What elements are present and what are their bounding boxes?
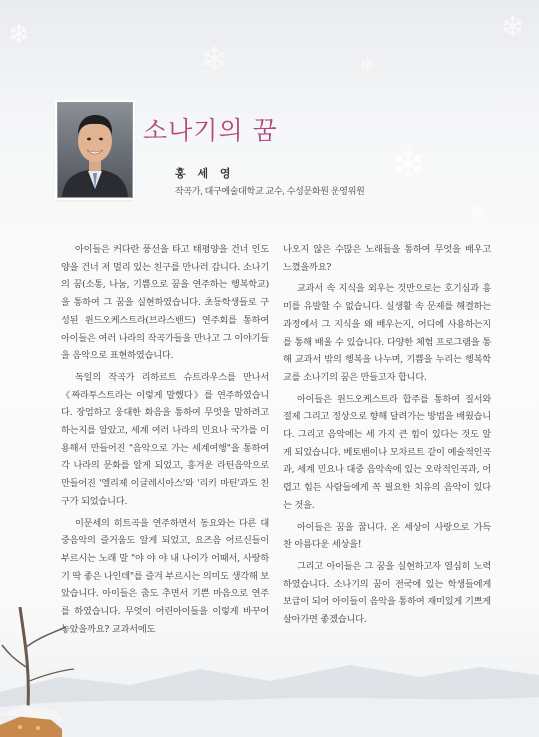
article-title: 소나기의 꿈 [143, 116, 278, 145]
winter-landscape-illustration [0, 607, 539, 737]
paragraph: 아이들은 커다란 풍선을 타고 태평양을 건너 인도양을 건너 저 멀리 있는 친구를 만나러 갑니다. 소나기의 꿈(소통, 나눔, 기쁨으로 꿈을 연주하는 행복학교)을 통하여 그 꿈을 실현하였습니다. 초등학생들로 구성된 윈드오케스트라(브라스밴드) 연주회를 통하여 아이들은 여러 나라의 작곡가들을 만나고 그 이야기들을 음악으로 표현하였습니다. [61, 244, 269, 362]
paragraph: 나오지 않은 수많은 노래들을 통하여 무엇을 배우고 느꼈을까요? [283, 244, 491, 273]
paragraph: 아이들은 꿈을 꿉니다. 온 세상이 사랑으로 가득 찬 아름다운 세상을! [283, 521, 491, 551]
author-role: 작곡가, 대구예술대학교 교수, 수성문화원 운영위원 [175, 186, 365, 196]
snowflake-icon: ❄ [500, 10, 526, 45]
snowflake-icon: ❄ [360, 55, 376, 76]
snowflake-icon: ❄ [390, 140, 427, 191]
paragraph: 아이들은 윈드오케스트라 합주를 통하여 질서와 절제 그리고 정상으로 향해 달려가는 방법을 배웠습니다. 그리고 음악에는 세 가지 큰 힘이 있다는 것도 알게 되었습니다. 베토벤이나 모차르트 같이 예술적인곡과, 세계 민요나 대중 음악속에 있는 오락적인곡과, 어렵고 힘든 사람들에게 꼭 필요한 치유의 음악이 있다는 것을. [283, 393, 491, 511]
body-column-left [61, 241, 269, 642]
snowflake-icon: ❄ [200, 40, 229, 80]
author-name: 홍 세 영 [175, 167, 235, 180]
snowflake-icon: ❄ [8, 20, 30, 50]
body-column-right [283, 241, 491, 633]
paragraph: 그리고 아이들은 그 꿈을 실현하고자 열심히 노력하였습니다. 소나기의 꿈이 전국에 있는 학생들에게 보급이 되어 아이들이 음악을 통하여 재미있게 기쁘게 살아가면 좋겠습니다. [283, 560, 491, 626]
paragraph: 독일의 작곡가 리하르트 슈트라우스를 만나서 《짜라투스트라는 이렇게 말했다》를 연주하였습니다. 장엄하고 웅대한 화음을 통하여 무엇을 말하려고 하는지를 알았고, 세계 여러 나라의 민요나 국가를 이용해서 만들어진 "음악으로 가는 세계여행"을 통하여 각 나라의 문화를 알게 되었고, 흥겨운 라틴음악으로 만들어진 '엘리제 이글레시아스'와 '리키 마틴'과도 친구가 되었습니다. [61, 371, 269, 507]
snowflake-icon: ❄ [470, 200, 487, 224]
author-portrait [57, 102, 133, 198]
paragraph: 이문세의 히트곡을 연주하면서 동요와는 다른 대중음악의 즐거움도 알게 되었고, 요즈음 어르신들이 부르시는 노래 말 "야 야 야 내 나이가 어때서, 사랑하기 딱 좋은 나인데"를 즐겨 부르시는 의미도 생각해 보았습니다. 아이들은 춤도 추면서 기쁜 마음으로 연주를 하였습니다. 무엇이 어린아이들을 이렇게 바꾸어 놓았을까요? 교과서에도 [61, 517, 269, 635]
paragraph: 교과서 속 지식을 외우는 것만으로는 호기심과 흥미를 유발할 수 없습니다. 실생활 속 문제를 해결하는 과정에서 그 지식을 왜 배우는지, 어디에 사용하는지를 통해 배울 수 있습니다. 다양한 체험 프로그램을 통해 교과서 밖의 행복을 나누며, 기쁨을 누리는 행복학교를 소나기의 꿈은 만들고자 합니다. [283, 283, 491, 383]
